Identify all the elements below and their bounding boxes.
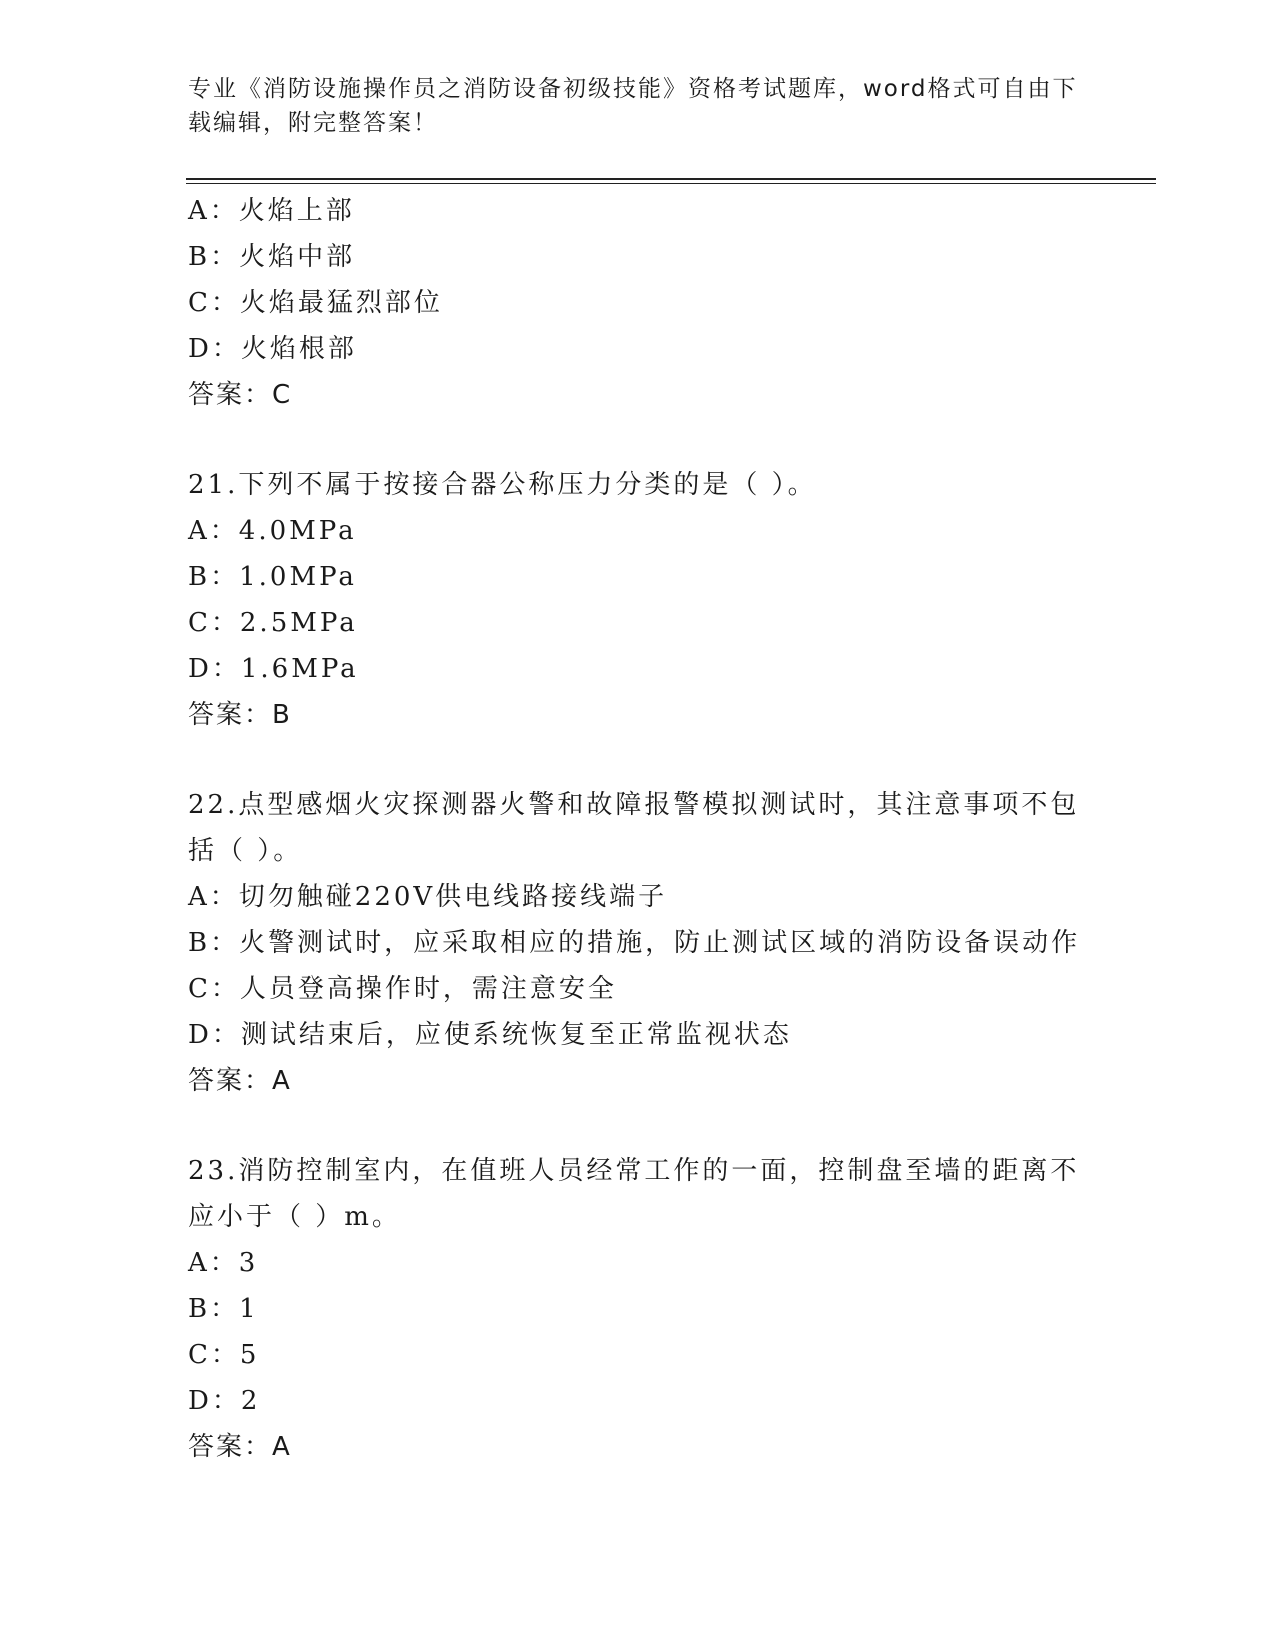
answer-line: 答案：A <box>188 1432 292 1462</box>
header-line-2: 载编辑，附完整答案！ <box>188 110 438 136</box>
option-b: B：1.0MPa <box>188 562 357 592</box>
question-block-20 <box>188 188 1088 418</box>
document-header <box>188 72 1088 140</box>
option-c: C：火焰最猛烈部位 <box>188 288 443 318</box>
option-a: A：4.0MPa <box>188 516 357 546</box>
header-rule-thick <box>186 178 1156 180</box>
option-c: C：2.5MPa <box>188 608 358 638</box>
option-a: A：3 <box>188 1248 259 1278</box>
question-stem: 21.下列不属于按接合器公称压力分类的是（ ）。 <box>188 470 817 500</box>
option-b: B：火警测试时，应采取相应的措施，防止测试区域的消防设备误动作 <box>188 928 1081 958</box>
answer-line: 答案：B <box>188 700 292 730</box>
option-d: D：1.6MPa <box>188 654 359 684</box>
option-a: A：火焰上部 <box>188 196 355 226</box>
question-stem-line-1: 22.点型感烟火灾探测器火警和故障报警模拟测试时，其注意事项不包 <box>188 790 1080 820</box>
option-a: A：切勿触碰220V供电线路接线端子 <box>188 882 668 912</box>
option-d: D：测试结束后，应使系统恢复至正常监视状态 <box>188 1020 792 1050</box>
option-c: C：5 <box>188 1340 260 1370</box>
question-content <box>188 188 1088 1470</box>
header-rule-thin <box>186 183 1156 184</box>
question-block-22 <box>188 782 1088 1104</box>
answer-line: 答案：A <box>188 1066 292 1096</box>
question-block-21 <box>188 462 1088 738</box>
answer-line: 答案：C <box>188 380 293 410</box>
option-b: B：火焰中部 <box>188 242 356 272</box>
question-block-23 <box>188 1148 1088 1470</box>
option-c: C：人员登高操作时，需注意安全 <box>188 974 617 1004</box>
question-stem-line-2: 应小于（ ）m。 <box>188 1202 401 1232</box>
option-d: D：2 <box>188 1386 261 1416</box>
header-line-1: 专业《消防设施操作员之消防设备初级技能》资格考试题库，word格式可自由下 <box>188 76 1078 102</box>
question-stem-line-1: 23.消防控制室内，在值班人员经常工作的一面，控制盘至墙的距离不 <box>188 1156 1080 1186</box>
question-stem-line-2: 括（ ）。 <box>188 836 303 866</box>
option-d: D：火焰根部 <box>188 334 357 364</box>
option-b: B：1 <box>188 1294 259 1324</box>
